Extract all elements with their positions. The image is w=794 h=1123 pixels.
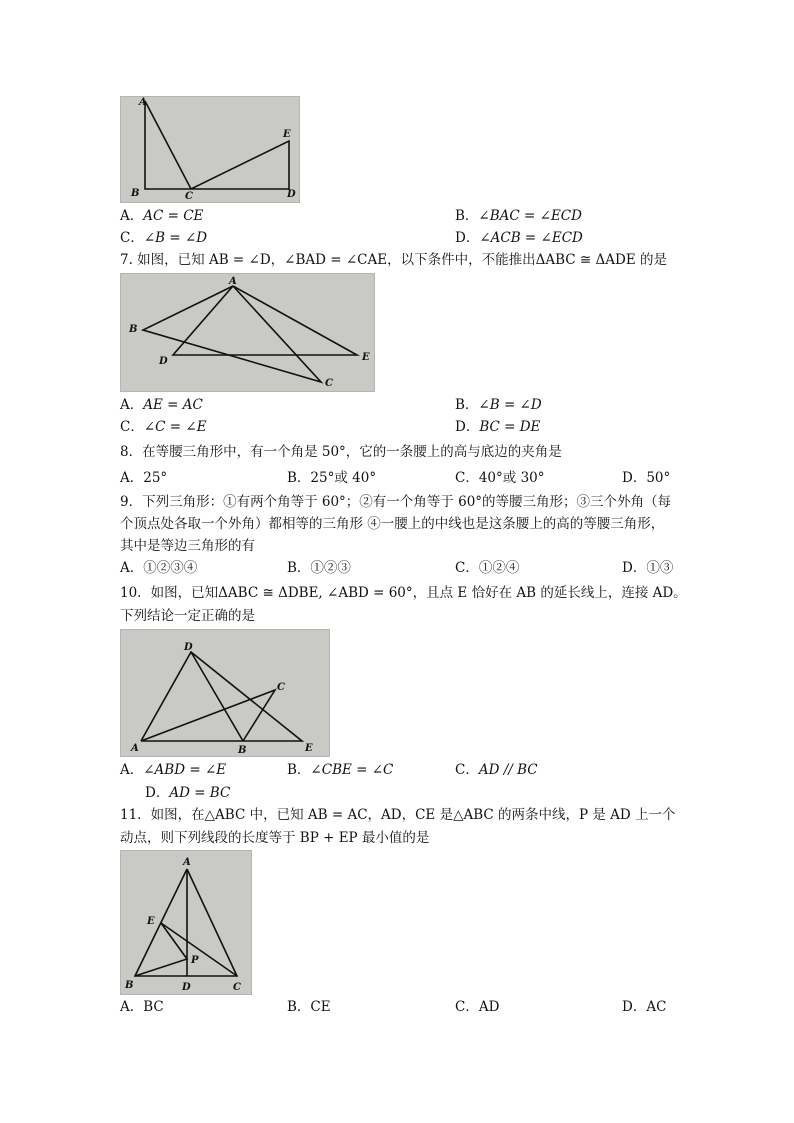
- q6-label-e: E: [283, 129, 291, 140]
- q7-option-d[interactable]: [455, 418, 540, 436]
- q9-stem-line3: 其中是等边三角形的有: [120, 538, 255, 554]
- q8-option-c-text: 40°或 30°: [478, 470, 545, 486]
- q8-option-d[interactable]: [622, 469, 670, 487]
- q8-option-d-text: 50°: [646, 470, 671, 486]
- q10-option-c-letter: C．: [455, 762, 479, 778]
- q9-option-c-letter: C．: [455, 560, 479, 576]
- q7-label-a: A: [229, 276, 237, 287]
- q10-label-e: E: [305, 743, 313, 754]
- q9-option-c[interactable]: [455, 559, 519, 577]
- q8-option-c-letter: C．: [455, 470, 479, 486]
- q6-label-b: B: [131, 188, 140, 199]
- q10-label-c: C: [277, 682, 285, 693]
- q11-option-b-letter: B．: [287, 999, 311, 1015]
- q11-option-a-text: BC: [143, 999, 164, 1015]
- q7-option-b-text: ∠B = ∠D: [478, 397, 542, 413]
- q6-label-a: A: [139, 97, 147, 108]
- q7-option-c[interactable]: [120, 418, 207, 436]
- q6-option-c[interactable]: [120, 229, 207, 247]
- q11-option-d-text: AC: [646, 999, 667, 1015]
- q11-figure: [120, 850, 252, 995]
- q11-figure-drawing: [121, 851, 251, 994]
- q7-label-c: C: [325, 378, 333, 389]
- q11-option-c-text: AD: [478, 999, 500, 1015]
- q7-label-b: B: [129, 324, 138, 335]
- q10-option-d[interactable]: [145, 784, 230, 802]
- q10-option-a[interactable]: [120, 761, 226, 779]
- q9-option-a-text: ①②③④: [143, 560, 198, 576]
- q9-stem-line1: 9．下列三角形：①有两个角等于 60°；②有一个角等于 60°的等腰三角形；③三个外角（每: [120, 494, 672, 510]
- q10-option-c-text: AD // BC: [478, 762, 538, 778]
- q10-figure-drawing: [121, 630, 329, 756]
- q8-option-c[interactable]: [455, 469, 545, 487]
- q11-label-p: P: [191, 955, 199, 966]
- q6-option-c-text: ∠B = ∠D: [143, 230, 208, 246]
- q7-figure: [120, 273, 375, 392]
- q6-option-b[interactable]: [455, 207, 582, 225]
- q9-option-b-letter: B．: [287, 560, 311, 576]
- q11-label-a: A: [183, 857, 191, 868]
- q11-option-d[interactable]: [622, 998, 666, 1016]
- q7-option-c-letter: C．: [120, 419, 144, 435]
- q10-option-c[interactable]: [455, 761, 538, 779]
- q6-option-a-text: AC = CE: [143, 208, 204, 224]
- q8-stem: 8．在等腰三角形中，有一个角是 50°，它的一条腰上的高与底边的夹角是: [120, 444, 562, 460]
- q8-option-d-letter: D．: [622, 470, 647, 486]
- q11-option-b-text: CE: [310, 999, 331, 1015]
- q10-option-a-text: ∠ABD = ∠E: [143, 762, 227, 778]
- q6-figure: [120, 96, 300, 203]
- q10-option-d-text: AD = BC: [169, 785, 231, 801]
- q10-option-b[interactable]: [287, 761, 393, 779]
- q7-option-a-text: AE = AC: [143, 397, 203, 413]
- q6-option-d-letter: D．: [455, 230, 480, 246]
- q8-option-a-text: 25°: [143, 470, 168, 486]
- q10-stem-line1: 10．如图，已知ΔABC ≅ ΔDBE, ∠ABD = 60°，且点 E 恰好在 AB 的延长线上，连接 AD。: [120, 585, 687, 601]
- q9-option-b-text: ①②③: [310, 560, 351, 576]
- q11-option-c[interactable]: [455, 998, 499, 1016]
- q9-option-d-text: ①③: [646, 560, 674, 576]
- q7-label-d: D: [159, 356, 168, 367]
- q8-option-a-letter: A．: [120, 470, 144, 486]
- q7-label-e: E: [362, 352, 370, 363]
- q8-option-b-text: 25°或 40°: [310, 470, 377, 486]
- q7-option-a[interactable]: [120, 396, 203, 414]
- q10-figure: [120, 629, 330, 757]
- q11-stem-line1: 11．如图，在△ABC 中，已知 AB = AC，AD，CE 是△ABC 的两条中线，P 是 AD 上一个: [120, 807, 676, 823]
- q7-option-b-letter: B．: [455, 397, 479, 413]
- q8-option-b[interactable]: [287, 469, 376, 487]
- q11-option-a[interactable]: [120, 998, 164, 1016]
- q10-label-d: D: [184, 642, 193, 653]
- q6-option-a-letter: A．: [120, 208, 144, 224]
- q9-option-d[interactable]: [622, 559, 673, 577]
- q7-option-b[interactable]: [455, 396, 542, 414]
- q6-option-b-text: ∠BAC = ∠ECD: [478, 208, 582, 224]
- q7-stem: 7. 如图，已知 AB = ∠D，∠BAD = ∠CAE，以下条件中，不能推出ΔABC ≅ ΔADE 的是: [120, 252, 667, 268]
- q11-option-a-letter: A．: [120, 999, 144, 1015]
- q6-option-c-letter: C．: [120, 230, 144, 246]
- q8-option-a[interactable]: [120, 469, 167, 487]
- q6-option-d-text: ∠ACB = ∠ECD: [479, 230, 583, 246]
- q8-option-b-letter: B．: [287, 470, 311, 486]
- q9-stem-line2: 个顶点处各取一个外角）都相等的三角形 ④一腰上的中线也是这条腰上的高的等腰三角形，: [120, 516, 665, 532]
- q7-option-a-letter: A．: [120, 397, 144, 413]
- q7-option-d-letter: D．: [455, 419, 480, 435]
- q10-option-a-letter: A．: [120, 762, 144, 778]
- q11-stem-line2: 动点，则下列线段的长度等于 BP + EP 最小值的是: [120, 830, 430, 846]
- q6-option-a[interactable]: [120, 207, 203, 225]
- q9-option-d-letter: D．: [622, 560, 647, 576]
- q9-option-a-letter: A．: [120, 560, 144, 576]
- q11-label-e: E: [147, 916, 155, 927]
- q6-figure-drawing: [121, 97, 299, 202]
- q10-option-d-letter: D．: [145, 785, 170, 801]
- q10-stem-line2: 下列结论一定正确的是: [120, 608, 255, 624]
- q11-option-b[interactable]: [287, 998, 331, 1016]
- q10-label-a: A: [131, 743, 139, 754]
- q9-option-b[interactable]: [287, 559, 351, 577]
- q11-option-d-letter: D．: [622, 999, 647, 1015]
- q6-label-c: C: [185, 191, 193, 202]
- q7-figure-drawing: [121, 274, 374, 391]
- q7-option-c-text: ∠C = ∠E: [143, 419, 207, 435]
- q10-label-b: B: [238, 745, 247, 756]
- q11-label-d: D: [182, 982, 191, 993]
- q11-option-c-letter: C．: [455, 999, 479, 1015]
- q10-option-b-text: ∠CBE = ∠C: [310, 762, 394, 778]
- q6-label-d: D: [287, 189, 296, 200]
- q7-option-d-text: BC = DE: [479, 419, 541, 435]
- q6-option-b-letter: B．: [455, 208, 479, 224]
- q10-option-b-letter: B．: [287, 762, 311, 778]
- q9-option-a[interactable]: [120, 559, 197, 577]
- q11-label-b: B: [125, 980, 134, 991]
- q11-label-c: C: [233, 982, 241, 993]
- q6-option-d[interactable]: [455, 229, 583, 247]
- q9-option-c-text: ①②④: [478, 560, 520, 576]
